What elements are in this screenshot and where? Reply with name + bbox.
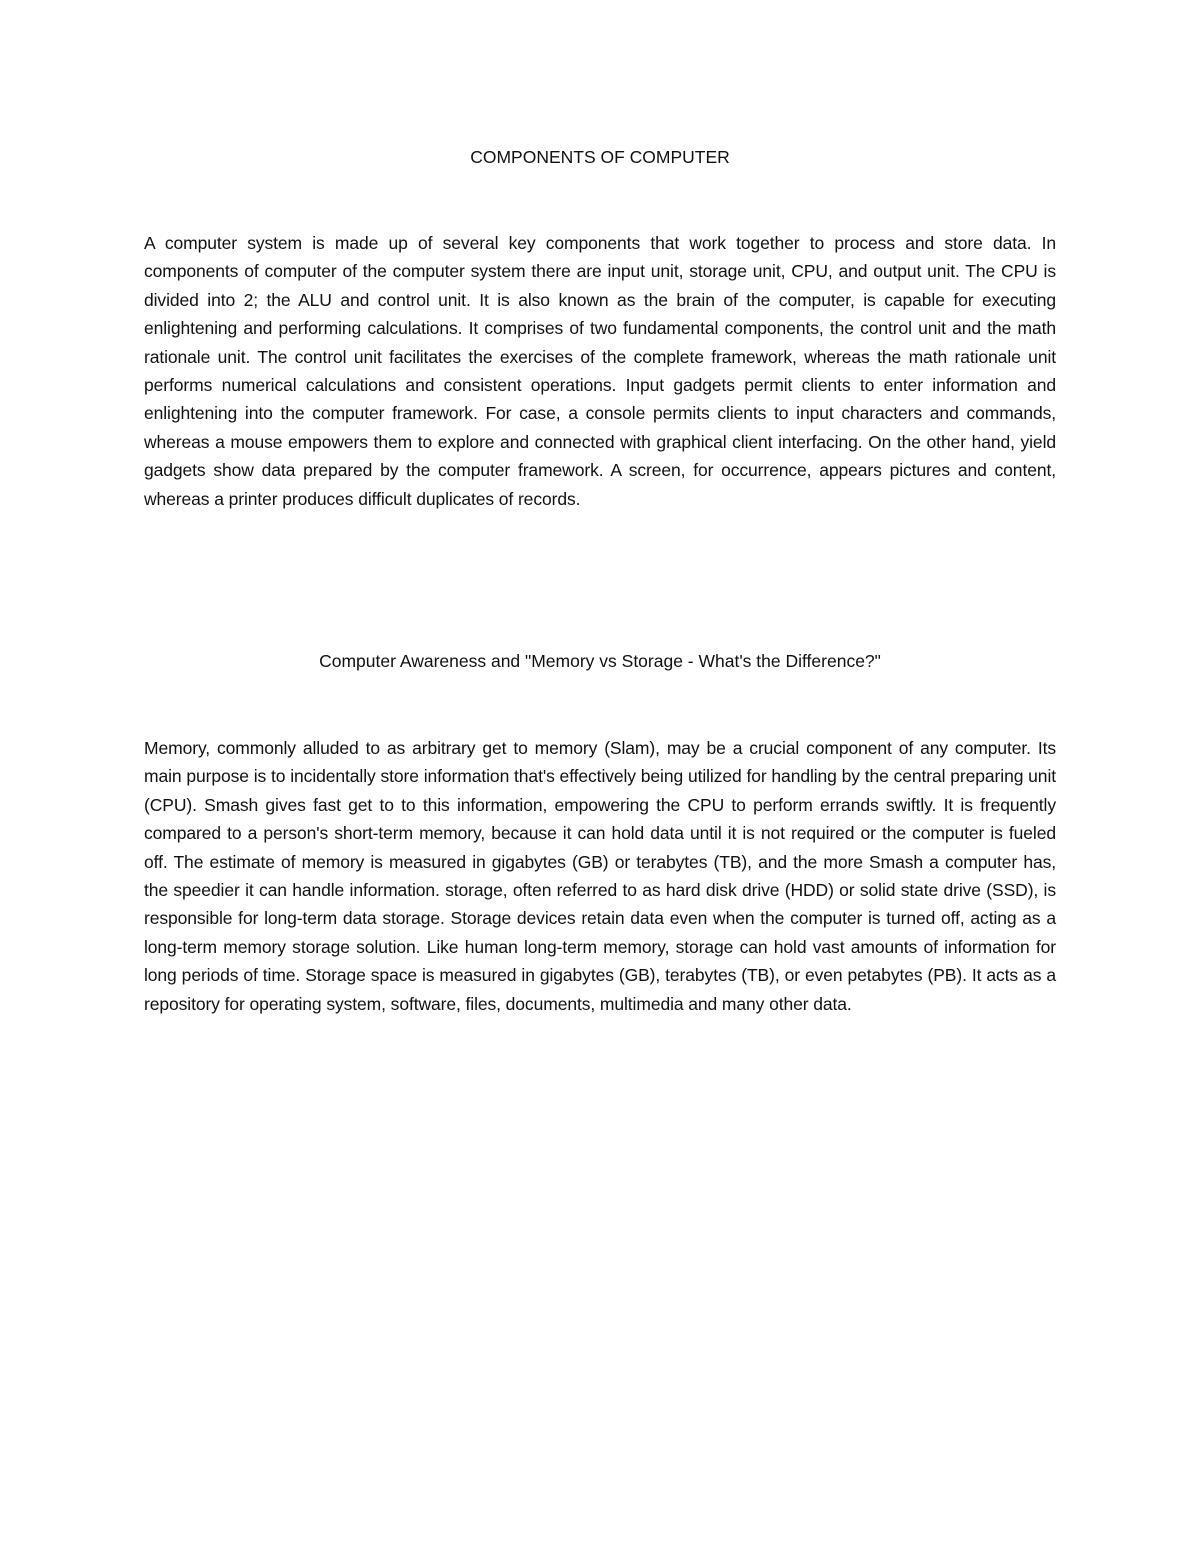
paragraph-components: A computer system is made up of several key components that work together to process and store data. In components of computer of the computer system there are input unit, storage unit, CPU, and output unit. The CPU is divided into 2; the ALU and control unit. It is also known as the brain of the computer, is capable for executing enlightening and performing calculations. It comprises of two fundamental components, the control unit and the math rationale unit. The control unit facilitates the exercises of the complete framework, whereas the math rationale unit performs numerical calculations and consistent operations. Input gadgets permit clients to enter information and enlightening into the computer framework. For case, a console permits clients to input characters and commands, whereas a mouse empowers them to explore and connected with graphical client interfacing. On the other hand, yield gadgets show data prepared by the computer framework. A screen, for occurrence, appears pictures and content, whereas a printer produces difficult duplicates of records. [144,233,1056,509]
heading-memory-vs-storage: Computer Awareness and "Memory vs Storage - What's the Difference?" [319,651,881,671]
paragraph-memory-storage: Memory, commonly alluded to as arbitrary get to memory (Slam), may be a crucial component of any computer. Its main purpose is to incidentally store information that's effectively being utilized for handling by the central preparing unit (CPU). Smash gives fast get to to this information, empowering the CPU to perform errands swiftly. It is frequently compared to a person's short-term memory, because it can hold data until it is not required or the computer is fueled off. The estimate of memory is measured in gigabytes (GB) or terabytes (TB), and the more Smash a computer has, the speedier it can handle information. storage, often referred to as hard disk drive (HDD) or solid state drive (SSD), is responsible for long-term data storage. Storage devices retain data even when the computer is turned off, acting as a long-term memory storage solution. Like human long-term memory, storage can hold vast amounts of information for long periods of time. Storage space is measured in gigabytes (GB), terabytes (TB), or even petabytes (PB). It acts as a repository for operating system, software, files, documents, multimedia and many other data. [144,738,1056,1014]
heading-components-of-computer: COMPONENTS OF COMPUTER [470,147,730,167]
